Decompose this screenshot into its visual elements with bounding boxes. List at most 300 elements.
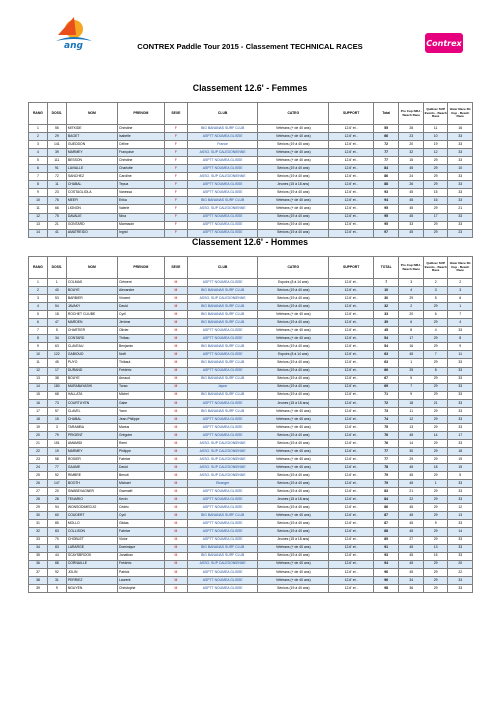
cell-categ: Vétérans (+ de 40 ans) xyxy=(258,544,329,552)
cell-race-2: 29 xyxy=(423,423,447,431)
cell-race-1: 25 xyxy=(399,367,423,375)
cell-race-1: 1 xyxy=(399,359,423,367)
table-row xyxy=(29,423,473,431)
cell-categ: Vétérans (+ de 40 ans) xyxy=(258,560,329,568)
cell-race-2: 14 xyxy=(423,431,447,439)
cell-prenom: Erika xyxy=(118,197,165,205)
cell-race-1: 45 xyxy=(399,205,423,213)
cell-sexe: M xyxy=(164,456,187,464)
cell-nom: MEEFI xyxy=(66,197,117,205)
cell-race-1: 12 xyxy=(399,415,423,423)
cell-club: ASPTT NOUMEA GLISSE xyxy=(188,536,258,544)
cell-rang: 10 xyxy=(29,351,48,359)
cell-total: 98 xyxy=(373,584,399,592)
hommes-table-body xyxy=(29,279,473,593)
cell-nom: ROCHET CLIUBE xyxy=(66,311,117,319)
cell-sexe: M xyxy=(164,319,187,327)
cell-race-1: 23 xyxy=(399,133,423,141)
cell-total: 67 xyxy=(373,375,399,383)
cell-race-3: 33 xyxy=(448,197,473,205)
cell-prenom: Laurent xyxy=(118,576,165,584)
table-row xyxy=(29,480,473,488)
cell-race-2: 29 xyxy=(423,391,447,399)
cell-support: 12.6' et - xyxy=(329,197,374,205)
cell-prenom: Victor xyxy=(118,536,165,544)
cell-race-3: 12 xyxy=(448,504,473,512)
cell-nom: PRIGENT xyxy=(66,431,117,439)
cell-race-1: 26 xyxy=(399,181,423,189)
cell-club: ASPTT NOUMEA GLISSE xyxy=(188,279,258,287)
cell-club: BIG BANANAS SURF CLUB xyxy=(188,343,258,351)
cell-rang: 7 xyxy=(29,327,48,335)
cell-support: 12.6' et - xyxy=(329,536,374,544)
cell-categ: Séniors (19 à 40 ans) xyxy=(258,295,329,303)
cell-categ: Espoirs (8 à 14 ans) xyxy=(258,279,329,287)
cell-prenom: Cyril xyxy=(118,311,165,319)
cell-doss: 40 xyxy=(47,287,66,295)
cell-total: 55 xyxy=(373,125,399,133)
cell-prenom: David xyxy=(118,303,165,311)
cell-support: 12.6' et - xyxy=(329,165,374,173)
cell-sexe: M xyxy=(164,528,187,536)
cell-rang: 11 xyxy=(29,359,48,367)
cell-race-1: 45 xyxy=(399,464,423,472)
cell-club: BIG BANANAS SURF CLUB xyxy=(188,359,258,367)
table-row xyxy=(29,149,473,157)
cell-support: 12.6' et - xyxy=(329,528,374,536)
cell-prenom: Benoit xyxy=(118,472,165,480)
cell-doss: 17 xyxy=(47,367,66,375)
cell-doss: 23 xyxy=(47,189,66,197)
table-row xyxy=(29,229,473,237)
cell-categ: Séniors (19 à 40 ans) xyxy=(258,213,329,221)
cell-club: ASPTT NOUMEA GLISSE xyxy=(188,165,258,173)
cell-rang: 26 xyxy=(29,480,48,488)
cell-nom: MARMEY xyxy=(66,447,117,455)
cell-categ: Séniors (19 à 40 ans) xyxy=(258,520,329,528)
cell-club: ASSO. SUP CALEDONIENNE xyxy=(188,560,258,568)
cell-support: 12.6' et - xyxy=(329,303,374,311)
cell-race-3: 21 xyxy=(448,205,473,213)
table-row xyxy=(29,125,473,133)
cell-sexe: M xyxy=(164,367,187,375)
cell-prenom: Jérôme xyxy=(118,319,165,327)
cell-nom: AMATREIDO xyxy=(66,229,117,237)
cell-nom: COURTUYEN xyxy=(66,399,117,407)
cell-support: 12.6' et - xyxy=(329,439,374,447)
cell-race-3: 17 xyxy=(448,431,473,439)
cell-total: 78 xyxy=(373,464,399,472)
cell-nom: BESSON xyxy=(66,157,117,165)
cell-rang: 11 xyxy=(29,205,48,213)
cell-doss: 44 xyxy=(47,552,66,560)
cell-club: ASPTT NOUMEA GLISSE xyxy=(188,181,258,189)
cell-club: ASPTT NOUMEA GLISSE xyxy=(188,488,258,496)
cell-sexe: F xyxy=(164,125,187,133)
cell-sexe: M xyxy=(164,327,187,335)
cell-sexe: M xyxy=(164,391,187,399)
cell-categ: Séniors (19 à 40 ans) xyxy=(258,552,329,560)
cell-categ: Jeunes (15 à 18 ans) xyxy=(258,496,329,504)
cell-prenom: Valerie xyxy=(118,205,165,213)
cell-prenom: Fabrice xyxy=(118,528,165,536)
cell-race-3: 33 xyxy=(448,157,473,165)
cell-race-3: 33 xyxy=(448,189,473,197)
cell-club: BIG BANANAS SURF CLUB xyxy=(188,319,258,327)
cell-sexe: M xyxy=(164,303,187,311)
cell-support: 12.6' et - xyxy=(329,472,374,480)
cell-prenom: Vanessa xyxy=(118,189,165,197)
cell-rang: 30 xyxy=(29,512,48,520)
cell-club: ASPTT NOUMEA GLISSE xyxy=(188,504,258,512)
cell-categ: Vétérans (+ de 40 ans) xyxy=(258,568,329,576)
cell-race-1: 27 xyxy=(399,536,423,544)
cell-sexe: F xyxy=(164,133,187,141)
cell-support: 12.6' et - xyxy=(329,311,374,319)
cell-prenom: David xyxy=(118,464,165,472)
cell-prenom: Jonathan xyxy=(118,552,165,560)
cell-race-3: 13 xyxy=(448,512,473,520)
cell-sexe: F xyxy=(164,205,187,213)
cell-support: 12.6' et - xyxy=(329,327,374,335)
cell-total: 88 xyxy=(373,181,399,189)
cell-rang: 39 xyxy=(29,584,48,592)
cell-total: 77 xyxy=(373,456,399,464)
cell-race-2: 15 xyxy=(423,552,447,560)
cell-race-2: 29 xyxy=(423,504,447,512)
cell-rang: 14 xyxy=(29,383,48,391)
col-doss: DOSS. xyxy=(47,103,66,125)
cell-doss: 53 xyxy=(47,295,66,303)
cell-race-2: 29 xyxy=(423,568,447,576)
cell-rang: 1 xyxy=(29,125,48,133)
cell-doss: 34 xyxy=(47,335,66,343)
cell-rang: 1 xyxy=(29,279,48,287)
cell-race-3: 7 xyxy=(448,311,473,319)
cell-sexe: M xyxy=(164,439,187,447)
cell-rang: 17 xyxy=(29,407,48,415)
cell-race-3: 33 xyxy=(448,133,473,141)
cell-support: 12.6' et - xyxy=(329,205,374,213)
cell-total: 45 xyxy=(373,327,399,335)
cell-total: 95 xyxy=(373,213,399,221)
cell-nom: MARDEN xyxy=(66,319,117,327)
cell-nom: RIMBRE xyxy=(66,472,117,480)
cell-nom: PERRIEZ xyxy=(66,576,117,584)
cell-sexe: M xyxy=(164,536,187,544)
cell-race-1: 45 xyxy=(399,351,423,359)
cell-doss: 5 xyxy=(47,327,66,335)
cell-doss: 3 xyxy=(47,423,66,431)
table-row xyxy=(29,512,473,520)
cell-race-1: 45 xyxy=(399,520,423,528)
table-row xyxy=(29,279,473,287)
cell-support: 12.6' et - xyxy=(329,488,374,496)
cell-sexe: M xyxy=(164,520,187,528)
col-rang: RANG xyxy=(29,257,48,279)
cell-rang: 6 xyxy=(29,165,48,173)
page-header xyxy=(0,0,500,80)
cell-nom: JOLIN xyxy=(66,568,117,576)
cell-race-2: 29 xyxy=(423,536,447,544)
cell-categ: Séniors (19 à 40 ans) xyxy=(258,383,329,391)
cell-race-3: 16 xyxy=(448,125,473,133)
cell-categ: Séniors (19 à 40 ans) xyxy=(258,173,329,181)
cell-prenom: Thibaut xyxy=(118,359,165,367)
cell-race-1: 30 xyxy=(399,447,423,455)
cell-club: ASPTT NOUMEA GLISSE xyxy=(188,213,258,221)
cell-race-3: 33 xyxy=(448,520,473,528)
cell-club: BIG BANANAS SURF CLUB xyxy=(188,512,258,520)
cell-race-3: 15 xyxy=(448,464,473,472)
cell-doss: 88 xyxy=(47,560,66,568)
cell-prenom: Noël xyxy=(118,351,165,359)
cell-club: BIG BANANAS SURF CLUB xyxy=(188,375,258,383)
cell-race-1: 45 xyxy=(399,544,423,552)
cell-categ: Vétérans (+ de 40 ans) xyxy=(258,464,329,472)
cell-club: BIG BANANAS SURF CLUB xyxy=(188,197,258,205)
cell-support: 12.6' et - xyxy=(329,125,374,133)
cell-club: ASPTT NOUMEA GLISSE xyxy=(188,496,258,504)
cell-categ: Séniors (19 à 40 ans) xyxy=(258,472,329,480)
cell-total: 86 xyxy=(373,173,399,181)
cell-prenom: Cyril xyxy=(118,512,165,520)
cell-race-3: 9 xyxy=(448,343,473,351)
cell-sexe: M xyxy=(164,287,187,295)
cell-sexe: F xyxy=(164,141,187,149)
cell-race-2: 29 xyxy=(423,165,447,173)
cell-categ: Vétérans (+ de 40 ans) xyxy=(258,423,329,431)
cell-club: ASSO. SUP CALEDONIENNE xyxy=(188,205,258,213)
cell-prenom: Patrick xyxy=(118,568,165,576)
cell-total: 97 xyxy=(373,229,399,237)
cell-doss: 75 xyxy=(47,213,66,221)
cell-club: ASPTT NOUMEA GLISSE xyxy=(188,576,258,584)
cell-rang: 2 xyxy=(29,133,48,141)
cell-categ: Vétérans (+ de 40 ans) xyxy=(258,512,329,520)
cell-club: ASPTT NOUMEA GLISSE xyxy=(188,520,258,528)
cell-sexe: M xyxy=(164,431,187,439)
svg-text:ang: ang xyxy=(64,41,83,51)
cell-prenom: Yann xyxy=(118,407,165,415)
cell-rang: 31 xyxy=(29,520,48,528)
cell-prenom: Benjamin xyxy=(118,343,165,351)
cell-club: ASSO. SUP CALEDONIENNE xyxy=(188,295,258,303)
cell-race-3: 14 xyxy=(448,528,473,536)
cell-total: 72 xyxy=(373,399,399,407)
cell-total: 71 xyxy=(373,391,399,399)
cell-doss: 83 xyxy=(47,528,66,536)
cell-doss: 11 xyxy=(47,181,66,189)
cell-club: ASSO. SUP CALEDONIENNE xyxy=(188,456,258,464)
cell-categ: Séniors (19 à 40 ans) xyxy=(258,229,329,237)
cell-race-2: 4 xyxy=(423,327,447,335)
cell-club: ASPTT NOUMEA GLISSE xyxy=(188,335,258,343)
cell-sexe: M xyxy=(164,407,187,415)
cell-categ: Vétérans (+ de 40 ans) xyxy=(258,133,329,141)
cell-sexe: M xyxy=(164,552,187,560)
col-categ: CATEG xyxy=(258,257,329,279)
cell-race-2: 29 xyxy=(423,407,447,415)
cell-doss: 94 xyxy=(47,504,66,512)
cell-club: ASSO. SUP CALEDONIENNE xyxy=(188,472,258,480)
cell-race-2: 29 xyxy=(423,528,447,536)
cell-prenom: Charlotte xyxy=(118,165,165,173)
cell-race-2: 17 xyxy=(423,213,447,221)
cell-prenom: Isabelle xyxy=(118,133,165,141)
cell-prenom: Fabrice xyxy=(118,456,165,464)
cell-rang: 8 xyxy=(29,181,48,189)
cell-support: 12.6' et - xyxy=(329,367,374,375)
cell-race-2: 7 xyxy=(423,351,447,359)
cell-prenom: Frédéric xyxy=(118,367,165,375)
cell-nom: BOUYE xyxy=(66,375,117,383)
cell-club: Japon xyxy=(188,383,258,391)
cell-total: 33 xyxy=(373,311,399,319)
cell-categ: Vétérans (+ de 40 ans) xyxy=(258,576,329,584)
cell-club: ASSO. SUP CALEDONIENNE xyxy=(188,447,258,455)
cell-categ: Séniors (19 à 40 ans) xyxy=(258,287,329,295)
table-row xyxy=(29,568,473,576)
cell-categ: Vétérans (+ de 40 ans) xyxy=(258,197,329,205)
table-row xyxy=(29,488,473,496)
cell-categ: Séniors (19 à 40 ans) xyxy=(258,584,329,592)
cell-doss: 57 xyxy=(47,407,66,415)
cell-club: BIG BANANAS SURF CLUB xyxy=(188,391,258,399)
cell-doss: 147 xyxy=(47,480,66,488)
table-row xyxy=(29,141,473,149)
cell-total: 75 xyxy=(373,423,399,431)
cell-rang: 13 xyxy=(29,221,48,229)
cell-rang: 15 xyxy=(29,391,48,399)
cell-rang: 22 xyxy=(29,447,48,455)
cell-sexe: M xyxy=(164,311,187,319)
cell-doss: 28 xyxy=(47,496,66,504)
cell-categ: Espoirs (8 à 14 ans) xyxy=(258,351,329,359)
cell-doss: 85 xyxy=(47,520,66,528)
cell-total: 63 xyxy=(373,359,399,367)
cell-sexe: M xyxy=(164,383,187,391)
cell-nom: SCAYSBROOK xyxy=(66,552,117,560)
cell-support: 12.6' et - xyxy=(329,584,374,592)
cell-race-2: 29 xyxy=(423,472,447,480)
cell-sexe: M xyxy=(164,279,187,287)
cell-doss: 83 xyxy=(47,544,66,552)
cell-rang: 3 xyxy=(29,141,48,149)
cell-prenom: Clément xyxy=(118,279,165,287)
cell-race-3: 5 xyxy=(448,472,473,480)
table-row xyxy=(29,319,473,327)
cell-race-1: 45 xyxy=(399,213,423,221)
cell-rang: 16 xyxy=(29,399,48,407)
cell-support: 12.6' et - xyxy=(329,189,374,197)
cell-categ: Séniors (19 à 40 ans) xyxy=(258,221,329,229)
cell-club: ASSO. SUP CALEDONIENNE xyxy=(188,149,258,157)
cell-race-3: 33 xyxy=(448,141,473,149)
cell-total: 66 xyxy=(373,133,399,141)
cell-race-1: 45 xyxy=(399,431,423,439)
cell-total: 83 xyxy=(373,488,399,496)
cell-categ: Vétérans (+ de 40 ans) xyxy=(258,327,329,335)
cell-support: 12.6' et - xyxy=(329,504,374,512)
cell-race-2: 29 xyxy=(423,335,447,343)
cell-nom: CHABAL xyxy=(66,415,117,423)
cell-race-1: 45 xyxy=(399,480,423,488)
cell-race-1: 7 xyxy=(399,383,423,391)
cell-prenom: Cédric xyxy=(118,504,165,512)
hommes-header-row xyxy=(29,257,473,279)
table-row xyxy=(29,584,473,592)
cell-race-2: 29 xyxy=(423,383,447,391)
cell-race-3: 11 xyxy=(448,351,473,359)
cell-total: 91 xyxy=(373,544,399,552)
cell-sexe: M xyxy=(164,295,187,303)
cell-race-2: 29 xyxy=(423,229,447,237)
cell-doss: 63 xyxy=(47,343,66,351)
cell-race-3: 33 xyxy=(448,480,473,488)
cell-club: ASPTT NOUMEA GLISSE xyxy=(188,431,258,439)
cell-categ: Séniors (19 à 40 ans) xyxy=(258,141,329,149)
cell-nom: COSTAGLIOLA xyxy=(66,189,117,197)
col-support: SUPPORT xyxy=(329,257,374,279)
cell-race-1: 15 xyxy=(399,157,423,165)
table-row xyxy=(29,560,473,568)
cell-nom: MOLLO xyxy=(66,520,117,528)
cell-support: 12.6' et - xyxy=(329,149,374,157)
cell-total: 84 xyxy=(373,165,399,173)
cell-rang: 21 xyxy=(29,439,48,447)
cell-prenom: Kevin xyxy=(118,496,165,504)
col-race-3: Hiver Race 3G Cup - Beach Race xyxy=(448,257,473,279)
table-row xyxy=(29,456,473,464)
cell-categ: Vétérans (+ de 40 ans) xyxy=(258,311,329,319)
cell-support: 12.6' et - xyxy=(329,415,374,423)
cell-categ: Séniors (19 à 40 ans) xyxy=(258,319,329,327)
cell-sexe: M xyxy=(164,568,187,576)
cell-race-1: 29 xyxy=(399,295,423,303)
cell-club: ASPTT NOUMEA GLISSE xyxy=(188,189,258,197)
cell-support: 12.6' et - xyxy=(329,343,374,351)
cell-support: 12.6' et - xyxy=(329,133,374,141)
cell-race-1: 45 xyxy=(399,528,423,536)
cell-support: 12.6' et - xyxy=(329,399,374,407)
cell-prenom: Gildas xyxy=(118,520,165,528)
cell-nom: AMAMIDI xyxy=(66,439,117,447)
cell-doss: 72 xyxy=(47,173,66,181)
cell-sexe: M xyxy=(164,496,187,504)
table-row xyxy=(29,359,473,367)
cell-sexe: M xyxy=(164,399,187,407)
cell-rang: 37 xyxy=(29,568,48,576)
cell-race-2: 5 xyxy=(423,295,447,303)
cell-sexe: M xyxy=(164,584,187,592)
cell-club: BIG BANANAS SURF CLUB xyxy=(188,303,258,311)
cell-race-3: 33 xyxy=(448,383,473,391)
table-row xyxy=(29,407,473,415)
cell-doss: 141 xyxy=(47,141,66,149)
cell-race-2: 29 xyxy=(423,439,447,447)
cell-race-2: 13 xyxy=(423,544,447,552)
cell-race-1: 5 xyxy=(399,375,423,383)
cell-race-1: 20 xyxy=(399,311,423,319)
cell-nom: JAVAKY xyxy=(66,303,117,311)
cell-race-2: 29 xyxy=(423,488,447,496)
col-race-2: Quiliver SUP Events - Beach Race xyxy=(423,103,447,125)
cell-nom: HALLATA xyxy=(66,391,117,399)
table-row xyxy=(29,375,473,383)
cell-sexe: F xyxy=(164,189,187,197)
cell-sexe: F xyxy=(164,221,187,229)
